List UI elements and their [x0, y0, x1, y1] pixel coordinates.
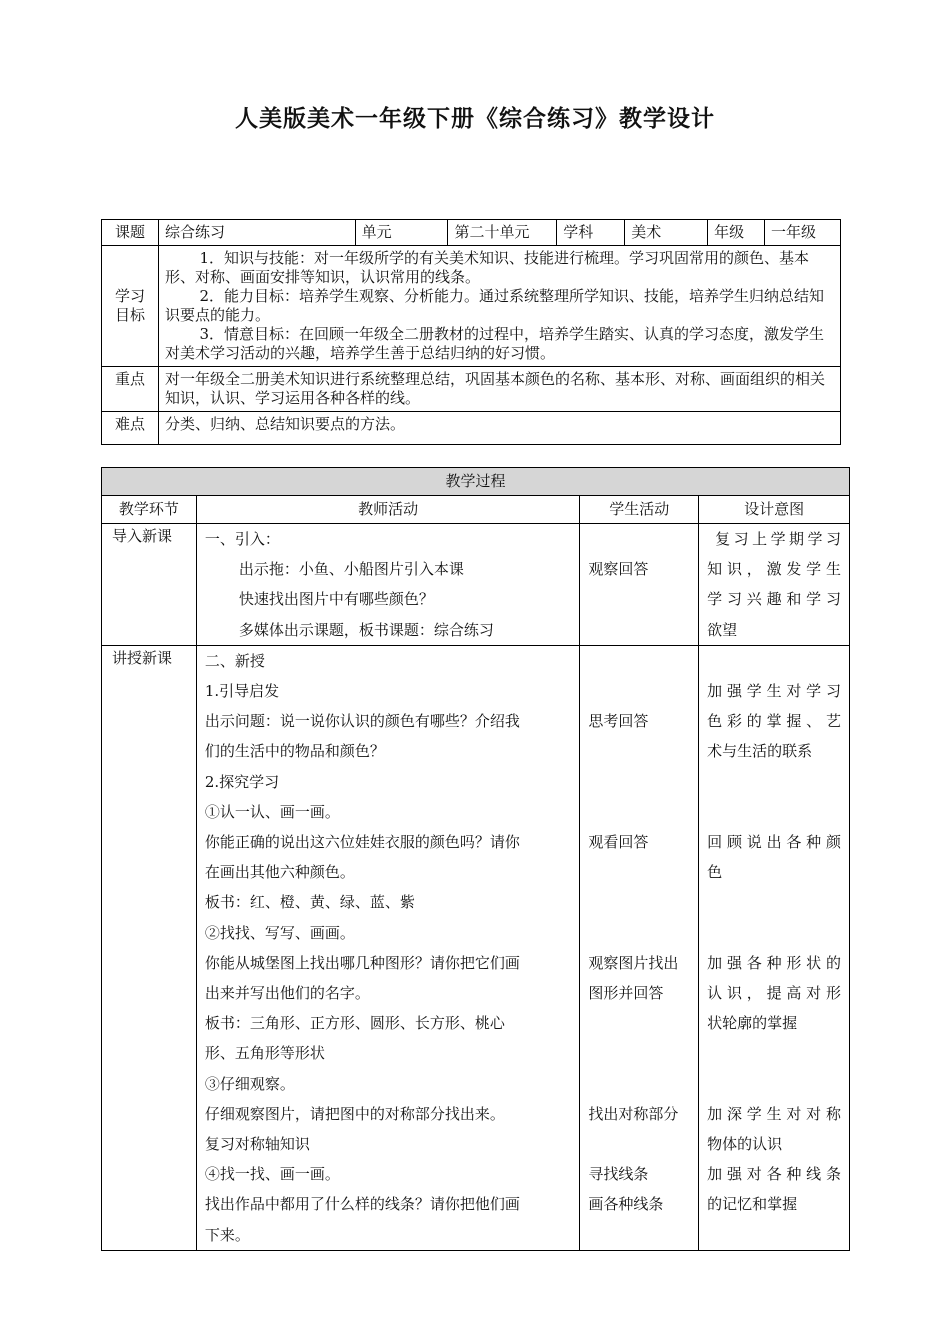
- student-line: 观察回答: [588, 560, 649, 579]
- teacher-line: ③仔细观察。: [204, 1074, 295, 1093]
- col-student-header: 学生活动: [580, 496, 699, 524]
- teacher-line: ④找一找、画一画。: [204, 1165, 340, 1184]
- teacher-teach: [196, 645, 579, 1250]
- intent-line: 学习兴趣和学习: [707, 590, 841, 609]
- student-line: 图形并回答: [588, 983, 664, 1002]
- student-line: 思考回答: [588, 712, 649, 731]
- info-row-goals: [102, 246, 841, 367]
- goal-ability: 2．能力目标：培养学生观察、分析能力。通过系统整理所学知识、技能，培养学生归纳总结知识要点的能力。: [164, 287, 824, 324]
- intent-line: 加强学生对学习: [707, 682, 841, 700]
- teacher-line: 仔细观察图片，请把图中的对称部分找出来。: [204, 1104, 505, 1123]
- teacher-line: 1.引导启发: [204, 682, 280, 701]
- goals-label: [102, 246, 159, 367]
- intent-line: 物体的认识: [707, 1134, 783, 1153]
- intent-line: 回顾说出各种颜: [707, 832, 841, 851]
- subject-value: 美术: [625, 220, 708, 246]
- page-title: 人美版美术一年级下册《综合练习》教学设计: [235, 105, 715, 132]
- info-row-key: [102, 367, 841, 412]
- stage-teach: 讲授新课: [102, 645, 197, 1250]
- intent-line: 认识，提高对形: [707, 983, 841, 1002]
- difficulty-content: 分类、归纳、总结知识要点的方法。: [158, 412, 840, 445]
- process-column-headers: [102, 496, 850, 524]
- col-intent-header: 设计意图: [699, 496, 850, 524]
- teacher-line: ①认一认、画一画。: [204, 802, 340, 821]
- intent-line: 知识，激发学生: [707, 560, 841, 579]
- stage-intro: 导入新课: [102, 524, 197, 646]
- topic-label: 课题: [102, 220, 159, 246]
- unit-value: 第二十单元: [448, 220, 557, 246]
- grade-value: 一年级: [765, 220, 841, 246]
- teacher-line: 形、五角形等形状: [204, 1044, 325, 1063]
- topic-value: 综合练习: [158, 220, 355, 246]
- intent-line: 色彩的掌握、艺: [707, 712, 841, 731]
- teacher-intro: [196, 524, 579, 646]
- teacher-line: 快速找出图片中有哪些颜色？: [238, 590, 434, 609]
- process-table: [101, 467, 850, 1251]
- teacher-line: ②找找、写写、画画。: [204, 923, 355, 942]
- goal-emotion: 3．情意目标：在回顾一年级全二册教材的过程中，培养学生踏实、认真的学习态度，激发学生对美术学习活动的兴趣，培养学生善于总结归纳的好习惯。: [164, 325, 824, 362]
- unit-label: 单元: [355, 220, 448, 246]
- goals-label-line2: 目标: [114, 306, 145, 324]
- intent-intro: [699, 524, 850, 646]
- student-line: 寻找线条: [588, 1165, 649, 1184]
- teacher-line: 一、引入：: [204, 530, 280, 548]
- teacher-line: 在画出其他六种颜色。: [204, 863, 355, 882]
- teacher-line: 们的生活中的物品和颜色？: [204, 742, 385, 761]
- intent-line: 状轮廓的掌握: [707, 1014, 798, 1033]
- teacher-line: 你能从城堡图上找出哪几种图形？请你把它们画: [204, 953, 520, 972]
- info-row-difficulty: [102, 412, 841, 445]
- goal-knowledge: 1．知识与技能：对一年级所学的有关美术知识、技能进行梳理。学习巩固常用的颜色、基本形、对称、画面安排等知识，认识常用的线条。: [164, 249, 809, 286]
- key-label: 重点: [102, 367, 159, 412]
- intent-line: 加强对各种线条: [707, 1165, 841, 1184]
- teacher-line: 板书：红、橙、黄、绿、蓝、紫: [204, 893, 415, 912]
- teacher-line: 找出作品中都用了什么样的线条？请你把他们画: [204, 1195, 520, 1214]
- intent-line: 色: [707, 863, 723, 882]
- col-teacher-header: 教师活动: [196, 496, 579, 524]
- student-line: 找出对称部分: [588, 1104, 679, 1123]
- teacher-line: 2.探究学习: [204, 772, 280, 791]
- intent-line: 加强各种形状的: [707, 953, 841, 972]
- student-line: 观看回答: [588, 832, 649, 851]
- subject-label: 学科: [557, 220, 625, 246]
- intent-line: 欲望: [707, 620, 738, 639]
- teacher-line: 出来并写出他们的名字。: [204, 984, 370, 1003]
- student-intro: [580, 524, 699, 646]
- intent-teach: [699, 645, 850, 1250]
- intent-line: 加深学生对对称: [707, 1104, 841, 1123]
- row-intro: [102, 524, 850, 646]
- info-table: [101, 219, 841, 445]
- teacher-line: 复习对称轴知识: [204, 1135, 310, 1154]
- grade-label: 年级: [708, 220, 765, 246]
- process-header: 教学过程: [102, 468, 850, 496]
- student-line: 画各种线条: [588, 1195, 664, 1214]
- teacher-line: 下来。: [204, 1225, 250, 1244]
- teacher-line: 出示拖：小鱼、小船图片引入本课: [238, 560, 464, 579]
- student-teach: [580, 645, 699, 1250]
- teacher-line: 多媒体出示课题，板书课题：综合练习: [238, 620, 494, 639]
- teacher-line: 二、新授: [204, 651, 265, 670]
- teacher-line: 板书：三角形、正方形、圆形、长方形、桃心: [204, 1014, 505, 1033]
- student-line: 观察图片找出: [588, 953, 679, 972]
- goals-content: [158, 246, 840, 367]
- info-row-header: [102, 220, 841, 246]
- intent-line: 的记忆和掌握: [707, 1195, 798, 1214]
- col-stage-header: 教学环节: [102, 496, 197, 524]
- goals-label-line1: 学习: [114, 287, 145, 305]
- teacher-line: 出示问题：说一说你认识的颜色有哪些？介绍我: [204, 712, 520, 731]
- intent-line: 复习上学期学习: [715, 530, 841, 548]
- difficulty-label: 难点: [102, 412, 159, 445]
- row-teach: [102, 645, 850, 1250]
- teacher-line: 你能正确的说出这六位娃娃衣服的颜色吗？请你: [204, 833, 520, 852]
- key-content: 对一年级全二册美术知识进行系统整理总结，巩固基本颜色的名称、基本形、对称、画面组织的相关知识，认识、学习运用各种各样的线。: [158, 367, 840, 412]
- intent-line: 术与生活的联系: [707, 742, 813, 761]
